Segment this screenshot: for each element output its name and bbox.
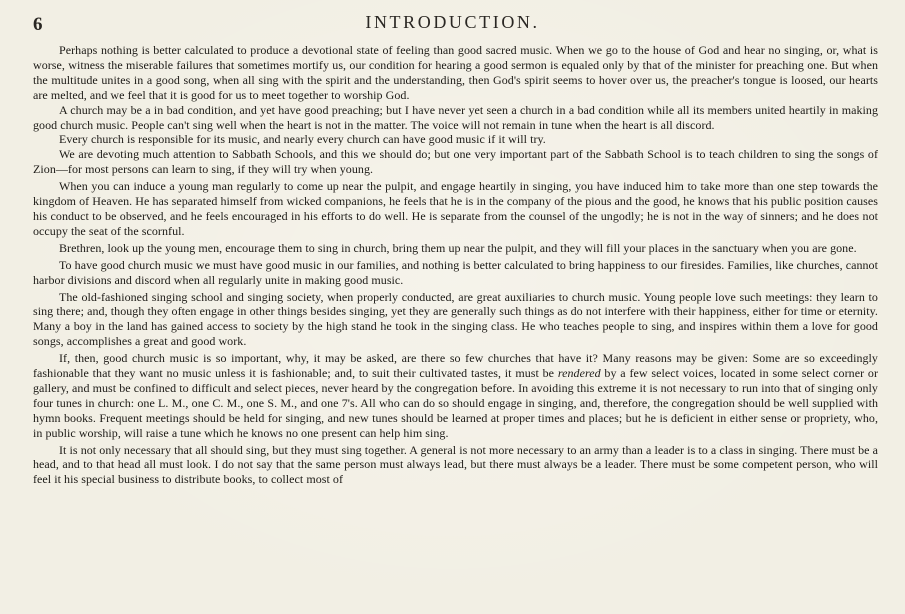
paragraph: Every church is responsible for its music, and nearly every church can have good music if it will try. xyxy=(59,132,546,147)
paragraph xyxy=(33,351,878,440)
running-head: INTRODUCTION. xyxy=(365,12,540,32)
paragraph-text: If, then, good church music is so important, why, it may be asked, are there so few churches that have it? Many reasons may be given: Some are so exceedingly fashionable that they want no music unless it is fashionable; and, to suit their cultivated tastes, it must be xyxy=(33,351,878,381)
paragraph: It is not only necessary that all should sing, but they must sing together. A general is not more necessary to an army than a leader is to a class in singing. There must be a head, and to that head all must look. I do not say that the same person must always lead, but there must always be a leader. There must be some competent person, who will feel it his special business to distribute books, to collect most of xyxy=(33,442,878,487)
introduction-body xyxy=(33,43,878,487)
paragraph: The old-fashioned singing school and singing society, when properly conducted, are great auxiliaries to church music. Young people love such meetings: they learn to sing there; and, though they often engage in other things besides singing, yet they are generally such things as do not interfere with their happiness, either for time or eternity. Many a boy in the land has gained access to society by the high stand he took in the singing class. He who teaches people to sing, and inspires within them a love for good songs, accomplishes a great and good work. xyxy=(33,289,878,349)
paragraph: We are devoting much attention to Sabbath Schools, and this we should do; but one very important part of the Sabbath School is to teach children to sing the songs of Zion—for most persons can learn to sing, if they will try when young. xyxy=(33,147,878,177)
paragraph-text: by a few select voices, located in some select corner or gallery, and must be confined to difficult and select pieces, never heard by the congregation before. In avoiding this extreme it is not necessary to run into that of singing only four tunes in church: one L. M., one C. M., one S. M., and one 7's. All who can do so should engage in singing, and, therefore, the congregation should be well supplied with hymn books. Frequent meetings should be held for singing, and new tunes should be learned at proper times and places; but he is deficient in either sense or propriety, who, in public worship, will raise a tune which he knows no one present can help him sing. xyxy=(33,366,878,440)
paragraph: To have good church music we must have good music in our families, and nothing is better calculated to bring happiness to our firesides. Families, like churches, cannot harbor divisions and discord when all regularly unite in making good music. xyxy=(33,257,878,287)
paragraph: Perhaps nothing is better calculated to produce a devotional state of feeling than good sacred music. When we go to the house of God and hear no singing, or, what is worse, witness the miserable failures that sometimes mortify us, our condition for hearing a good sermon is equaled only by that of the minister for preaching one. But when the multitude unites in a good song, when all sing with the spirit and the understanding, then God's spirit seems to hover over us, the preacher's tongue is loosed, our hearts are melted, and we feel that it is good for us to meet together to worship God. xyxy=(33,43,878,102)
emphasis-text: rendered xyxy=(557,366,601,381)
paragraph: Brethren, look up the young men, encourage them to sing in church, bring them up near the pulpit, and they will fill your places in the sanctuary when you are gone. xyxy=(59,240,857,255)
page-number: 6 xyxy=(33,14,43,35)
paragraph: When you can induce a young man regularly to come up near the pulpit, and engage heartily in singing, you have induced him to take more than one step towards the kingdom of Heaven. He has separated himself from wicked companions, he feels that he is in the company of the pious and the good, he knows that his public position causes his conduct to be observed, and he feels encouraged in his efforts to do well. He is separate from the counsel of the ungodly; he is not in the way of sinners; and he does not occupy the seat of the scornful. xyxy=(33,179,878,238)
paragraph: A church may be a in bad condition, and yet have good preaching; but I have never yet seen a church in a bad condition while all its members united heartily in making good church music. People can't sing well when the heart is not in the matter. The voice will not remain in tune when the heart is all discord. xyxy=(33,102,878,132)
